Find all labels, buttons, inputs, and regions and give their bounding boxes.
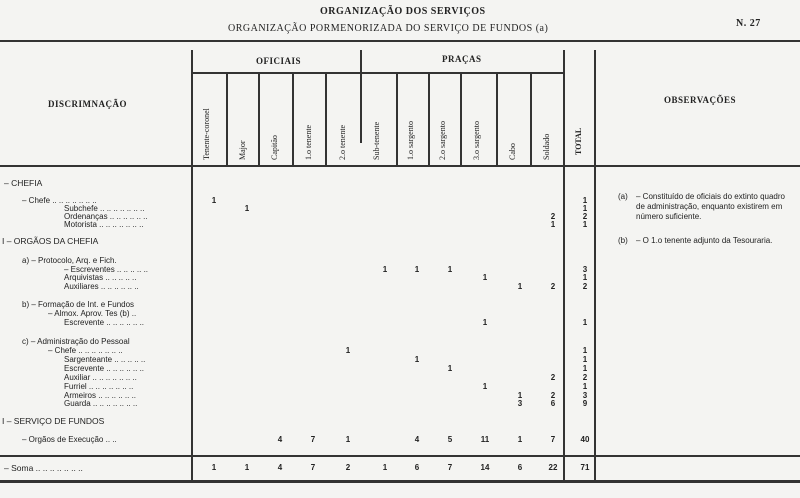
row-label: c) – Administração do Pessoal bbox=[22, 337, 130, 346]
soma-value: 4 bbox=[277, 463, 283, 472]
col-header: Cabo bbox=[508, 143, 517, 160]
cell-value: 1 bbox=[582, 196, 588, 205]
cell-value: 1 bbox=[345, 346, 351, 355]
soma-label: – Soma .. .. .. .. .. .. .. bbox=[4, 463, 83, 473]
row-label: Furriel .. .. .. .. .. .. .. bbox=[64, 382, 134, 391]
row-label: Escrevente .. .. .. .. .. .. bbox=[64, 318, 145, 327]
cell-value: 1 bbox=[482, 382, 488, 391]
col-divider bbox=[496, 72, 498, 165]
col-divider bbox=[360, 50, 362, 143]
cell-value: 1 bbox=[550, 220, 556, 229]
cell-value: 1 bbox=[582, 346, 588, 355]
cell-value: 1 bbox=[414, 355, 420, 364]
soma-value: 1 bbox=[382, 463, 388, 472]
cell-value: 1 bbox=[345, 435, 351, 444]
cell-value: 2 bbox=[582, 373, 588, 382]
col-divider bbox=[530, 72, 532, 165]
observations-header: OBSERVAÇÕES bbox=[664, 95, 737, 105]
cell-value: 1 bbox=[582, 364, 588, 373]
col-divider bbox=[191, 50, 193, 482]
row-label: – Almox. Aprov. Tes (b) .. bbox=[48, 309, 137, 318]
soma-value: 7 bbox=[310, 463, 316, 472]
cell-value: 1 bbox=[482, 318, 488, 327]
cell-value: 1 bbox=[414, 265, 420, 274]
row-label: a) – Protocolo, Arq. e Fich. bbox=[22, 256, 117, 265]
col-header: 2.o sargento bbox=[438, 121, 447, 160]
col-divider bbox=[292, 72, 294, 165]
col-header: 2.o tenente bbox=[338, 124, 347, 160]
row-label: Sargenteante .. .. .. .. .. bbox=[64, 355, 146, 364]
bottom-rule bbox=[0, 480, 800, 483]
cell-value: 1 bbox=[517, 282, 523, 291]
row-label: – Chefe .. .. .. .. .. .. .. bbox=[22, 196, 97, 205]
obs-text: – O 1.o tenente adjunto da Tesouraria. bbox=[636, 236, 773, 245]
col-header: Soldado bbox=[542, 133, 551, 160]
cell-value: 7 bbox=[310, 435, 316, 444]
cell-value: 1 bbox=[582, 220, 588, 229]
cell-value: 1 bbox=[582, 355, 588, 364]
row-label: Ordenanças .. .. .. .. .. .. bbox=[64, 212, 148, 221]
cell-value: 5 bbox=[447, 435, 453, 444]
cell-value: 2 bbox=[550, 282, 556, 291]
col-header: 1.o tenente bbox=[304, 124, 313, 160]
cell-value: 1 bbox=[517, 435, 523, 444]
cell-value: 1 bbox=[582, 273, 588, 282]
soma-value: 14 bbox=[480, 463, 490, 472]
cell-value: 2 bbox=[550, 373, 556, 382]
cell-value: 40 bbox=[580, 435, 590, 444]
col-header: Major bbox=[238, 140, 247, 160]
cell-value: 3 bbox=[582, 391, 588, 400]
row-label: Auxiliares .. .. .. .. .. .. bbox=[64, 282, 139, 291]
cell-value: 2 bbox=[582, 282, 588, 291]
cell-value: 2 bbox=[550, 391, 556, 400]
col-divider bbox=[258, 72, 260, 165]
cell-value: 11 bbox=[480, 435, 490, 444]
row-label: Auxiliar .. .. .. .. .. .. .. bbox=[64, 373, 137, 382]
col-header-total: TOTAL bbox=[574, 127, 583, 155]
oficiais-header: OFICIAIS bbox=[256, 56, 302, 66]
page-title: ORGANIZAÇÃO DOS SERVIÇOS bbox=[320, 6, 486, 17]
section-servico: I – SERVIÇO DE FUNDOS bbox=[2, 416, 105, 426]
group-rule bbox=[192, 72, 564, 74]
row-label: Guarda .. .. .. .. .. .. .. bbox=[64, 399, 138, 408]
page-subtitle: ORGANIZAÇÃO PORMENORIZADA DO SERVIÇO DE FUNDOS (a) bbox=[228, 23, 549, 34]
col-divider bbox=[325, 72, 327, 165]
discrimination-header: DISCRIMNAÇÃO bbox=[48, 99, 128, 109]
soma-top-rule bbox=[0, 455, 800, 457]
cell-value: 1 bbox=[244, 204, 250, 213]
cell-value: 3 bbox=[582, 265, 588, 274]
col-divider bbox=[226, 72, 228, 165]
soma-value: 71 bbox=[580, 463, 590, 472]
col-divider bbox=[396, 72, 398, 165]
cell-value: 4 bbox=[414, 435, 420, 444]
col-header: Capitão bbox=[270, 135, 279, 160]
row-label: – Escreventes .. .. .. .. .. bbox=[64, 265, 149, 274]
top-rule bbox=[0, 40, 800, 42]
cell-value: 7 bbox=[550, 435, 556, 444]
row-label: – Orgãos de Execução .. .. bbox=[22, 435, 117, 444]
section-chefia: – CHEFIA bbox=[4, 178, 43, 188]
col-divider bbox=[563, 50, 565, 482]
cell-value: 2 bbox=[550, 212, 556, 221]
cell-value: 4 bbox=[277, 435, 283, 444]
obs-marker: (b) bbox=[618, 236, 628, 245]
header-rule bbox=[0, 165, 800, 167]
cell-value: 6 bbox=[550, 399, 556, 408]
soma-value: 7 bbox=[447, 463, 453, 472]
cell-value: 3 bbox=[517, 399, 523, 408]
cell-value: 1 bbox=[382, 265, 388, 274]
cell-value: 1 bbox=[447, 265, 453, 274]
soma-value: 6 bbox=[517, 463, 523, 472]
cell-value: 2 bbox=[582, 212, 588, 221]
soma-value: 2 bbox=[345, 463, 351, 472]
col-header: 3.o sargento bbox=[472, 121, 481, 160]
row-label: Escrevente .. .. .. .. .. .. bbox=[64, 364, 145, 373]
page-number: N. 27 bbox=[736, 18, 761, 29]
col-header: Tenente-coronel bbox=[202, 108, 211, 160]
col-divider bbox=[594, 50, 596, 482]
row-label: Motorista .. .. .. .. .. .. .. bbox=[64, 220, 144, 229]
soma-value: 22 bbox=[548, 463, 558, 472]
col-header: 1.o sargento bbox=[406, 121, 415, 160]
row-label: b) – Formação de Int. e Fundos bbox=[22, 300, 135, 309]
cell-value: 1 bbox=[582, 318, 588, 327]
col-divider bbox=[428, 72, 430, 165]
row-label: Subchefe .. .. .. .. .. .. .. bbox=[64, 204, 145, 213]
cell-value: 1 bbox=[482, 273, 488, 282]
cell-value: 1 bbox=[582, 382, 588, 391]
section-orgaos: I – ORGÃOS DA CHEFIA bbox=[2, 236, 99, 246]
cell-value: 1 bbox=[211, 196, 217, 205]
cell-value: 1 bbox=[582, 204, 588, 213]
cell-value: 1 bbox=[517, 391, 523, 400]
row-label: Armeiros .. .. .. .. .. .. bbox=[64, 391, 137, 400]
soma-value: 1 bbox=[244, 463, 250, 472]
col-divider bbox=[460, 72, 462, 165]
soma-value: 6 bbox=[414, 463, 420, 472]
row-label: Arquivistas .. .. .. .. .. bbox=[64, 273, 137, 282]
pracas-header: PRAÇAS bbox=[442, 54, 482, 64]
col-header: Sub-tenente bbox=[372, 121, 381, 160]
cell-value: 1 bbox=[447, 364, 453, 373]
soma-value: 1 bbox=[211, 463, 217, 472]
obs-text: – Constituído de oficiais do extinto quadro de administração, enquanto existirem em número suficiente. bbox=[636, 192, 785, 221]
cell-value: 9 bbox=[582, 399, 588, 408]
row-label: – Chefe .. .. .. .. .. .. .. bbox=[48, 346, 123, 355]
obs-marker: (a) bbox=[618, 192, 628, 201]
